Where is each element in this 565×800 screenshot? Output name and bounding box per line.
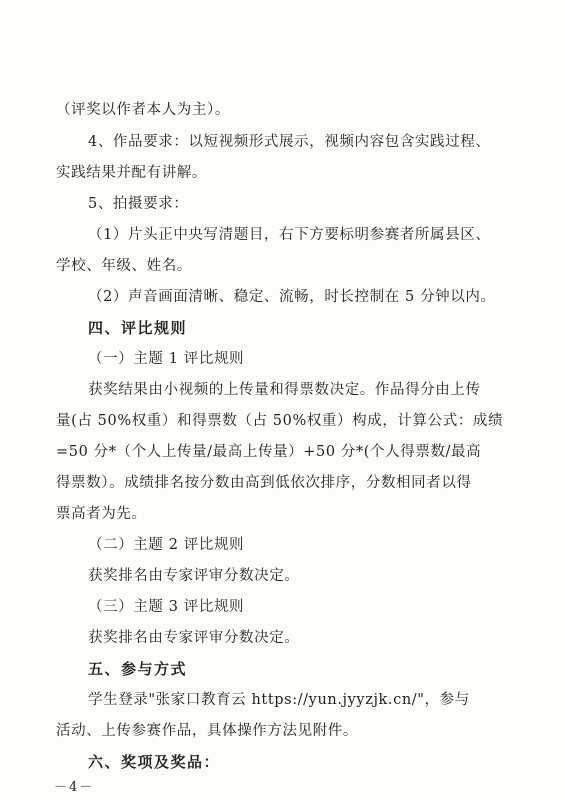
page-number: －4－ <box>54 780 95 795</box>
subsection-heading: （三）主题 3 评比规则 <box>88 599 245 615</box>
paragraph-line: 获奖结果由小视频的上传量和得票数决定。作品得分由上传 <box>88 382 481 398</box>
paragraph-line: 票高者为先。 <box>56 506 147 522</box>
section-heading: 六、奖项及奖品： <box>88 753 221 771</box>
paragraph-line: 获奖排名由专家评审分数决定。 <box>88 630 300 646</box>
paragraph-line: 量(占 50%权重）和得票数（占 50%权重）构成，计算公式：成绩 <box>56 413 504 429</box>
paragraph-line: 实践结果并配有讲解。 <box>56 165 207 181</box>
paragraph-line: 4、作品要求：以短视频形式展示，视频内容包含实践过程、 <box>88 134 491 150</box>
paragraph-line: 学生登录"张家口教育云 https://yun.jyyzjk.cn/"，参与 <box>88 692 470 708</box>
paragraph-line: （评奖以作者本人为主）。 <box>56 102 230 118</box>
paragraph-line: 活动、上传参赛作品，具体操作方法见附件。 <box>56 723 358 739</box>
paragraph-line: 得票数）。成绩排名按分数由高到低依次排序，分数相同者以得 <box>56 475 472 491</box>
subsection-heading: （二）主题 2 评比规则 <box>88 537 245 553</box>
paragraph-line: （1）片头正中央写清题目，右下方要标明参赛者所属县区、 <box>88 227 491 243</box>
section-heading: 四、评比规则 <box>88 319 188 337</box>
subsection-heading: （一）主题 1 评比规则 <box>88 351 245 367</box>
paragraph-line: 获奖排名由专家评审分数决定。 <box>88 568 300 584</box>
paragraph-line: =50 分*（个人上传量/最高上传量）+50 分*(个人得票数/最高 <box>56 444 482 460</box>
paragraph-line: （2）声音画面清晰、稳定、流畅，时长控制在 5 分钟以内。 <box>88 289 496 305</box>
paragraph-line: 学校、年级、姓名。 <box>56 258 192 274</box>
paragraph-line: 5、拍摄要求： <box>88 196 189 212</box>
section-heading: 五、参与方式 <box>88 660 188 678</box>
